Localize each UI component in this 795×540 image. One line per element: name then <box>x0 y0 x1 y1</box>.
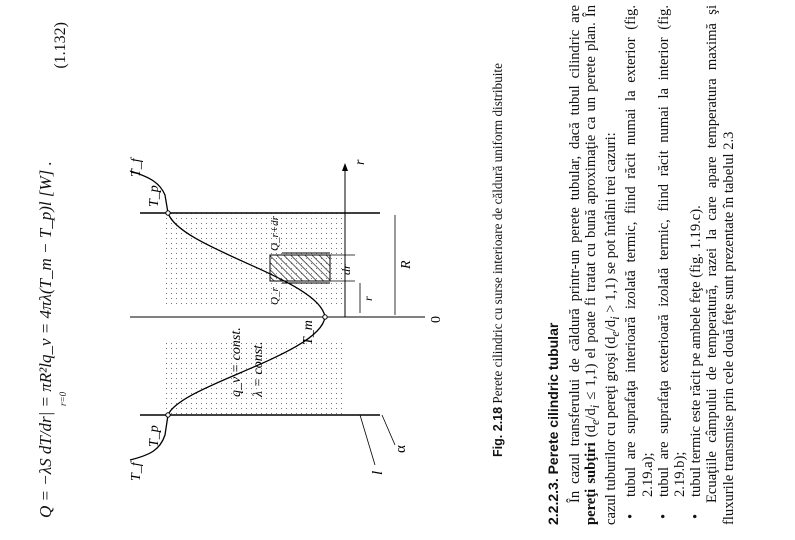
label-l: l <box>370 470 386 475</box>
p1-text-a: În cazul transferului de căldură printr-un perete tubular, dacă tubul cilindric are <box>567 5 583 503</box>
list-item <box>623 5 656 519</box>
label-R: R <box>399 260 414 269</box>
p1-text-b: (d <box>583 425 600 443</box>
point-tm <box>323 315 327 319</box>
cases-list <box>623 5 704 525</box>
p1-text-d: ≤ 1,1) el poate fi tratat cu bună aproximaţie ca un perete plan. În cazul tuburilor cu pereţi groşi (d <box>583 5 620 525</box>
equation-number: (1.132) <box>52 22 69 69</box>
equation-1-132 <box>22 8 70 518</box>
paragraph-2: Ecuaţiile câmpului de temperatură, razei la care apare temperatura maximă şi fluxurile transmise prin cele două feţe sunt prezentate în tabelul 2.3 <box>704 5 737 525</box>
equation-text: Q = −λS dT/dr| = πR²lq_v = 4πλ(T_m − T_p)l [W] . <box>36 161 55 518</box>
l-leader <box>360 415 375 465</box>
section-body <box>567 5 737 525</box>
label-lambda: λ = const. <box>251 341 266 397</box>
bullet-icon: • <box>655 513 672 519</box>
p1-sub-e: e <box>588 419 603 426</box>
list-item-text: tubul termic este răcit pe ambele feţe (fig. 1.19.c). <box>688 205 705 497</box>
alpha-leader <box>382 415 395 445</box>
label-origin: 0 <box>429 316 444 323</box>
label-tm: T_m <box>301 320 316 345</box>
list-item-text: tubul are suprafaţa exterioară izolată termic, fiind răcit numai la interior (fig. 2.19.b); <box>655 5 689 497</box>
bullet-icon: • <box>688 513 705 519</box>
section-heading: 2.2.2.3. Perete cilindric tubular <box>545 322 561 525</box>
list-item <box>688 5 705 519</box>
bullet-icon: • <box>623 513 640 519</box>
label-tf-right: T_f <box>129 158 144 177</box>
figure-caption-text: Perete cilindric cu surse interioare de căldură uniform distribuite <box>490 63 505 404</box>
point-tp-right <box>166 211 170 215</box>
figure-number: Fig. 2.18 <box>491 406 505 457</box>
label-alpha: α <box>393 445 409 453</box>
p1-text-e: /d <box>603 319 620 332</box>
equation-condition: r=0 <box>58 391 68 406</box>
label-dr: dr <box>339 264 353 275</box>
label-tf-left: T_f <box>129 462 144 481</box>
p1-text-f: > 1,1) se pot întâlni trei cazuri: <box>603 132 620 317</box>
p1-sub-i2: i <box>608 316 623 320</box>
figure-2-18-diagram <box>120 25 465 495</box>
list-item <box>655 5 689 519</box>
label-qr: Q_r <box>269 287 281 305</box>
r-axis-arrow <box>342 163 348 171</box>
p1-sub-i: i <box>588 404 603 409</box>
list-item-text: tubul are suprafaţa interioară izolată termic, fiind răcit numai la exterior (fig. 2.19.a); <box>623 5 656 497</box>
label-tp-right: T_p <box>147 185 162 207</box>
paragraph-1 <box>567 5 623 525</box>
p1-sub-e2: e <box>608 331 623 337</box>
label-qrdr: Q_r+dr <box>269 216 281 251</box>
figure-caption <box>490 40 506 480</box>
p1-text-c: /d <box>583 408 600 420</box>
label-qv: q_v = const. <box>229 327 244 397</box>
label-r-small: r <box>361 296 375 301</box>
point-tp-left <box>166 413 170 417</box>
p1-bold: pereţi subţiri <box>583 442 600 525</box>
label-tp-left: T_p <box>147 425 162 447</box>
label-r-axis: r <box>353 159 368 165</box>
shell-dr <box>270 255 330 281</box>
